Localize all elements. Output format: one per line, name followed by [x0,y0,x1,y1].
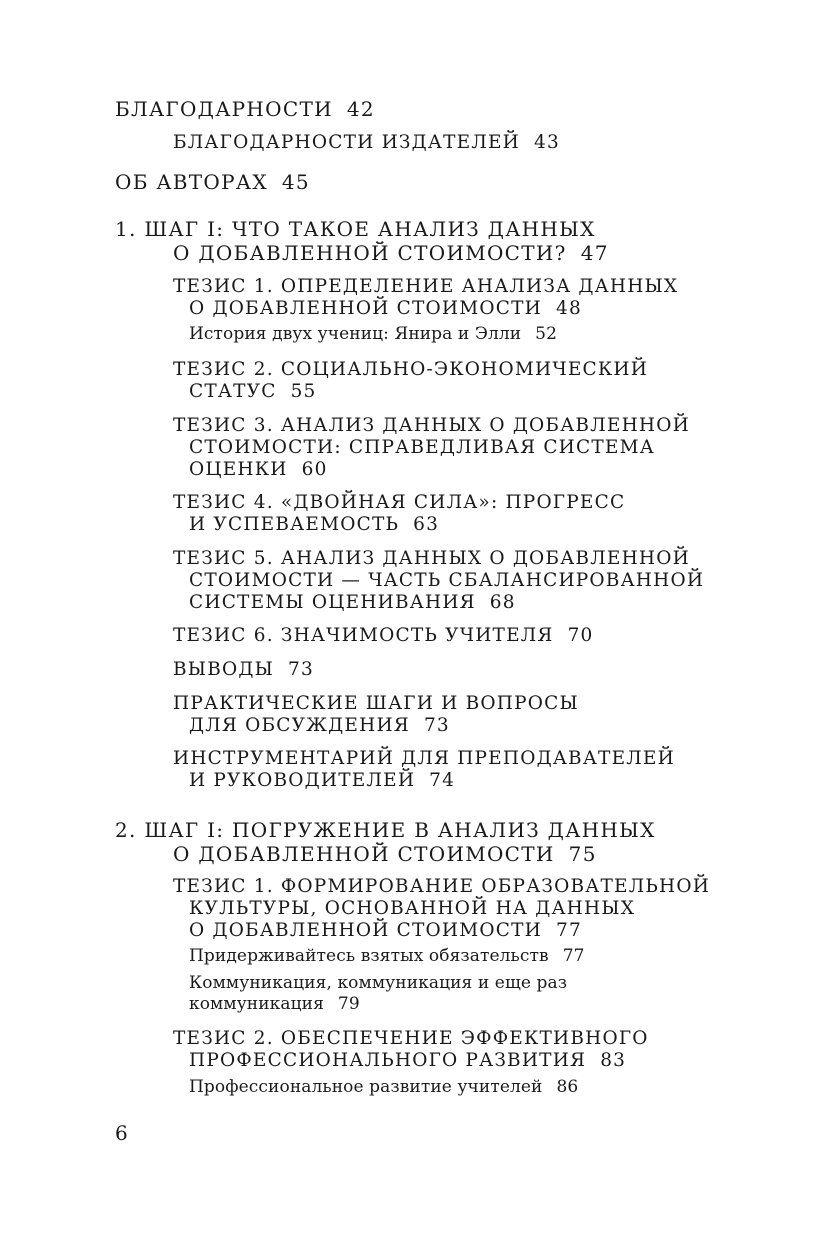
chapter-1-title: 1. ШАГ I: ЧТО ТАКОЕ АНАЛИЗ ДАННЫХ [115,217,596,241]
toc-subentry: Коммуникация, коммуникация и еще раз [189,973,568,993]
toc-entry: ТЕЗИС 6. ЗНАЧИМОСТЬ УЧИТЕЛЯ 70 [173,625,594,646]
toc-entry: ПРАКТИЧЕСКИЕ ШАГИ И ВОПРОСЫ [173,693,579,714]
toc-entry: ВЫВОДЫ 73 [173,659,314,680]
toc-entry-continued: ПРОФЕССИОНАЛЬНОГО РАЗВИТИЯ 83 [189,1050,627,1071]
toc-entry: ТЕЗИС 1. ФОРМИРОВАНИЕ ОБРАЗОВАТЕЛЬНОЙ [173,876,711,897]
toc-entry: ТЕЗИС 2. СОЦИАЛЬНО-ЭКОНОМИЧЕСКИЙ [173,359,649,380]
page-number: 6 [115,1121,128,1145]
toc-subentry: Профессиональное развитие учителей 86 [189,1077,579,1097]
toc-entry-acknowledgements: БЛАГОДАРНОСТИ 42 [115,97,375,121]
toc-entry-continued: СТАТУС 55 [189,381,317,402]
toc-entry-continued: КУЛЬТУРЫ, ОСНОВАННОЙ НА ДАННЫХ [189,898,636,919]
toc-entry: ИНСТРУМЕНТАРИЙ ДЛЯ ПРЕПОДАВАТЕЛЕЙ [173,748,675,769]
toc-entry-publisher-acknowledgements: БЛАГОДАРНОСТИ ИЗДАТЕЛЕЙ 43 [173,132,560,153]
toc-entry-continued: ОЦЕНКИ 60 [189,459,328,480]
toc-entry-about-authors: ОБ АВТОРАХ 45 [115,170,310,194]
toc-entry: ТЕЗИС 5. АНАЛИЗ ДАННЫХ О ДОБАВЛЕННОЙ [173,548,690,569]
toc-entry-continued: ДЛЯ ОБСУЖДЕНИЯ 73 [189,715,450,736]
toc-entry: ТЕЗИС 4. «ДВОЙНАЯ СИЛА»: ПРОГРЕСС [173,492,626,513]
toc-entry: ТЕЗИС 1. ОПРЕДЕЛЕНИЕ АНАЛИЗА ДАННЫХ [173,276,679,297]
toc-entry-continued: О ДОБАВЛЕННОЙ СТОИМОСТИ 77 [189,920,582,941]
toc-entry-continued: СТОИМОСТИ — ЧАСТЬ СБАЛАНСИРОВАННОЙ [189,570,705,591]
chapter-2-title: 2. ШАГ I: ПОГРУЖЕНИЕ В АНАЛИЗ ДАННЫХ [115,818,656,842]
toc-entry-continued: И УСПЕВАЕМОСТЬ 63 [189,514,440,535]
toc-entry-continued: СТОИМОСТИ: СПРАВЕДЛИВАЯ СИСТЕМА [189,437,655,458]
toc-entry: ТЕЗИС 2. ОБЕСПЕЧЕНИЕ ЭФФЕКТИВНОГО [173,1028,649,1049]
toc-subentry-continued: коммуникация 79 [189,994,360,1014]
toc-entry-continued: СИСТЕМЫ ОЦЕНИВАНИЯ 68 [189,592,516,613]
toc-entry-continued: О ДОБАВЛЕННОЙ СТОИМОСТИ 48 [189,298,582,319]
toc-entry-continued: И РУКОВОДИТЕЛЕЙ 74 [189,770,456,791]
toc-entry: ТЕЗИС 3. АНАЛИЗ ДАННЫХ О ДОБАВЛЕННОЙ [173,415,690,436]
toc-subentry: История двух учениц: Янира и Элли 52 [189,324,558,344]
toc-subentry: Придерживайтесь взятых обязательств 77 [189,946,585,966]
chapter-1-title-continued: О ДОБАВЛЕННОЙ СТОИМОСТИ? 47 [173,241,609,265]
chapter-2-title-continued: О ДОБАВЛЕННОЙ СТОИМОСТИ 75 [173,842,597,866]
